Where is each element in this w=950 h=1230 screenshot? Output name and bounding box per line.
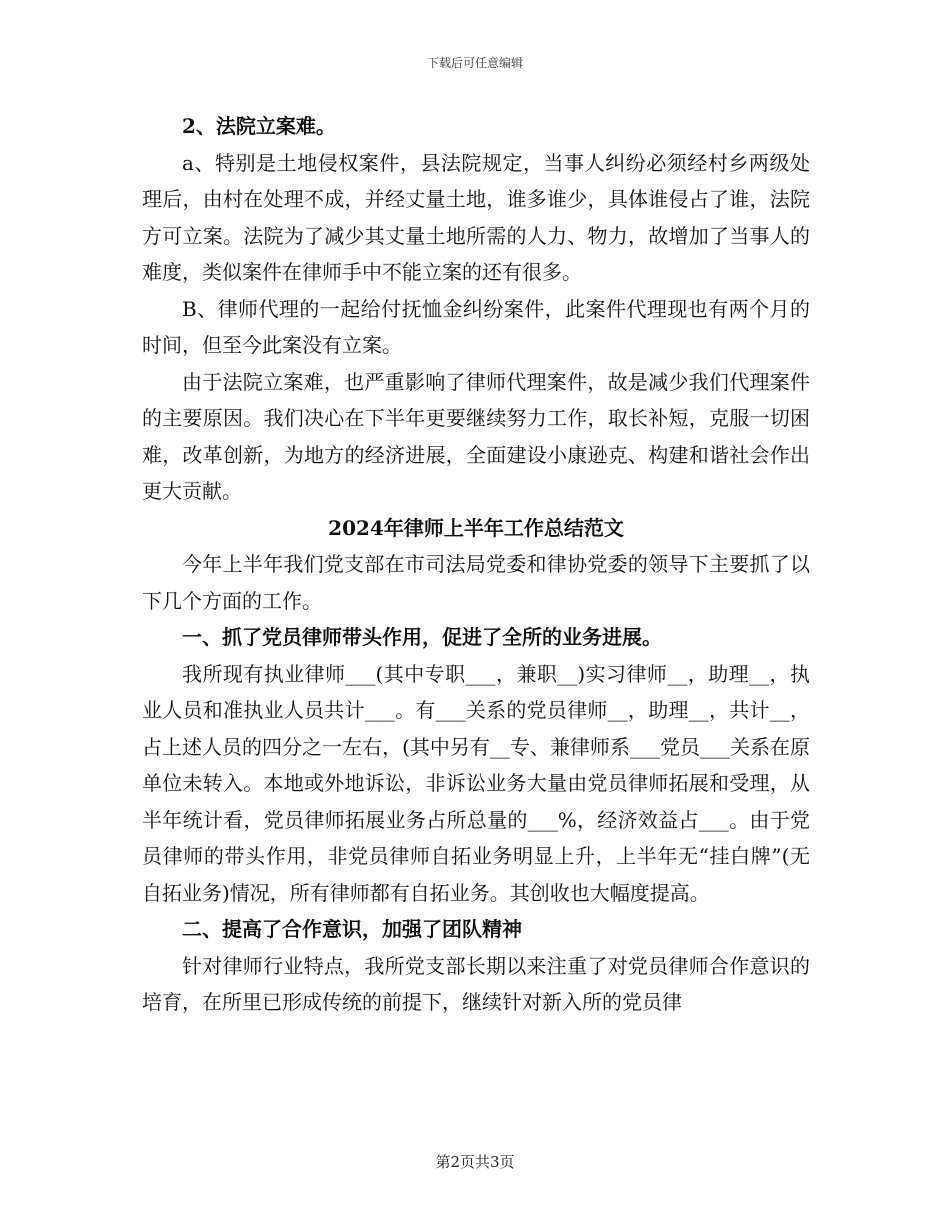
section-heading-court-filing: 2、法院立案难。 — [182, 114, 336, 138]
paragraph-pension-case: B、律师代理的一起给付抚恤金纠纷案件，此案件代理现也有两个月的时间，但至今此案没有立案。 — [142, 296, 810, 357]
paragraph-conclusion: 由于法院立案难，也严重影响了律师代理案件，故是减少我们代理案件的主要原因。我们决心在下半年更要继续努力工作，取长补短，克服一切困难，改革创新，为地方的经济进展，全面建设小康逊克、构建和谐社会作出更大贡献。 — [142, 369, 810, 503]
paragraph-cooperation: 针对律师行业特点，我所党支部长期以来注重了对党员律师合作意识的培育，在所里已形成传统的前提下，继续针对新入所的党员律 — [142, 953, 810, 1014]
paragraph-land-infringement: a、特别是土地侵权案件，县法院规定，当事人纠纷必须经村乡两级处理后，由村在处理不成，并经丈量土地，谁多谁少，具体谁侵占了谁，法院方可立案。法院为了减少其丈量土地所需的人力、物力，故增加了当事人的难度，类似案件在律师手中不能立案的还有很多。 — [142, 150, 810, 284]
section-heading-teamwork: 二、提高了合作意识，加强了团队精神 — [182, 917, 522, 941]
page-header: 下载后可任意编辑 — [426, 56, 523, 70]
paragraph-lawyer-statistics: 我所现有执业律师___(其中专职___，兼职__)实习律师__，助理__，执业人员和准执业人员共计___。有___关系的党员律师__，助理__，共计__，占上述人员的四分之一左右，(其中另有__专、兼律师系___党员___关系在原单位未转入。本地或外地诉讼，非诉讼业务大量由党员律师拓展和受理，从半年统计看，党员律师拓展业务占所总量的___%，经济效益占___。由于党员律师的带头作用，非党员律师自拓业务明显上升，上半年无“挂白牌”(无自拓业务)情况，所有律师都有自拓业务。其创收也大幅度提高。 — [142, 661, 810, 905]
page-footer: 第2页共3页 — [435, 1153, 515, 1171]
document-body — [142, 108, 810, 1021]
section-heading-party-lawyers: 一、抓了党员律师带头作用，促进了全所的业务进展。 — [182, 625, 662, 649]
document-title: 2024年律师上半年工作总结范文 — [328, 515, 624, 540]
paragraph-intro: 今年上半年我们党支部在市司法局党委和律协党委的领导下主要抓了以下几个方面的工作。 — [142, 552, 810, 613]
